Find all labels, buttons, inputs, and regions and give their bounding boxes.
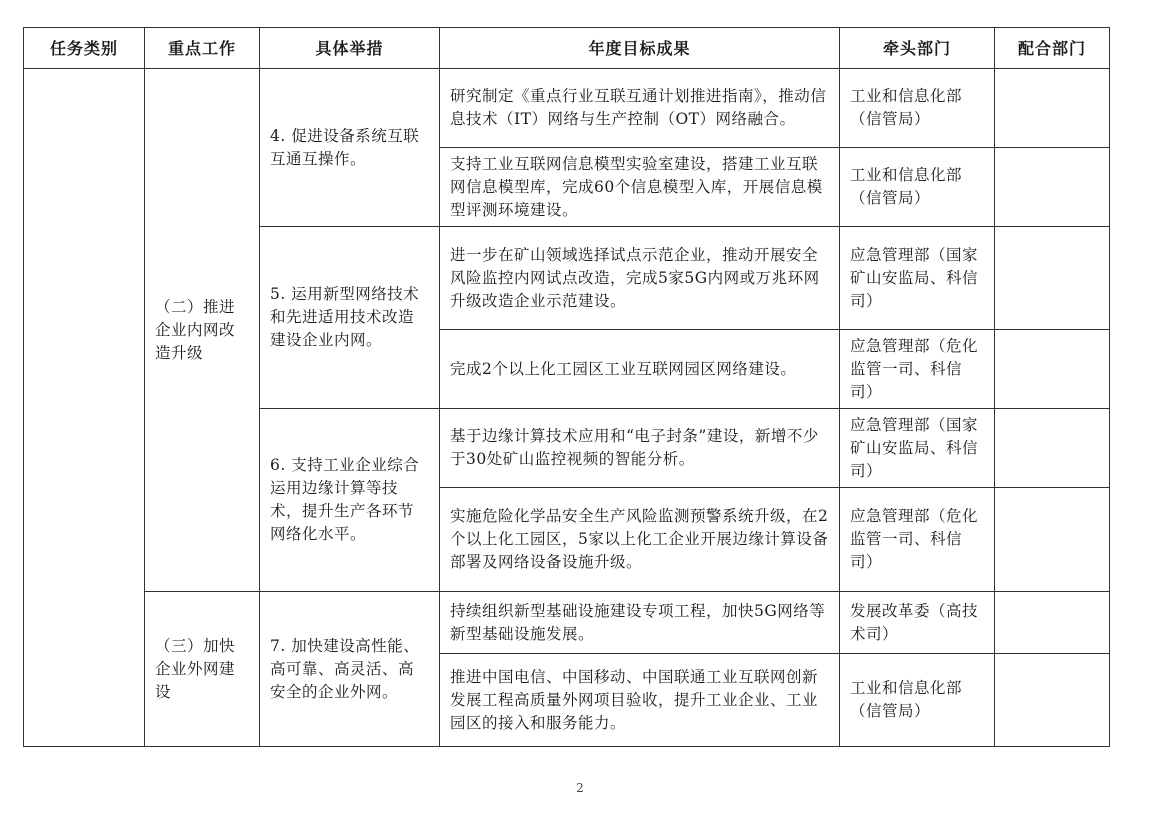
- task-category-cell: [24, 69, 145, 747]
- target-cell: 持续组织新型基础设施建设专项工程，加快5G网络等新型基础设施发展。: [440, 592, 840, 654]
- target-cell: 进一步在矿山领域选择试点示范企业，推动开展安全风险监控内网试点改造，完成5家5G内网或万兆环网升级改造企业示范建设。: [440, 227, 840, 330]
- lead-department-cell: 应急管理部（危化监管一司、科信司）: [840, 488, 995, 592]
- measure-cell: 6. 支持工业企业综合运用边缘计算等技术，提升生产各环节网络化水平。: [260, 409, 440, 592]
- header-lead-department: 牵头部门: [840, 28, 995, 69]
- table-row: [24, 592, 1110, 654]
- lead-department-cell: 应急管理部（危化监管一司、科信司）: [840, 330, 995, 409]
- coop-department-cell: [995, 488, 1110, 592]
- table-row: [24, 69, 1110, 148]
- coop-department-cell: [995, 330, 1110, 409]
- measure-cell: 7. 加快建设高性能、高可靠、高灵活、高安全的企业外网。: [260, 592, 440, 747]
- coop-department-cell: [995, 148, 1110, 227]
- measure-cell: 5. 运用新型网络技术和先进适用技术改造建设企业内网。: [260, 227, 440, 409]
- target-cell: 推进中国电信、中国移动、中国联通工业互联网创新发展工程高质量外网项目验收，提升工业企业、工业园区的接入和服务能力。: [440, 654, 840, 747]
- key-work-cell: （二）推进企业内网改造升级: [145, 69, 260, 592]
- lead-department-cell: 工业和信息化部（信管局）: [840, 148, 995, 227]
- target-cell: 基于边缘计算技术应用和“电子封条”建设，新增不少于30处矿山监控视频的智能分析。: [440, 409, 840, 488]
- coop-department-cell: [995, 69, 1110, 148]
- coop-department-cell: [995, 592, 1110, 654]
- lead-department-cell: 应急管理部（国家矿山安监局、科信司）: [840, 227, 995, 330]
- header-row: [24, 28, 1110, 69]
- lead-department-cell: 工业和信息化部（信管局）: [840, 654, 995, 747]
- coop-department-cell: [995, 409, 1110, 488]
- target-cell: 支持工业互联网信息模型实验室建设，搭建工业互联网信息模型库，完成60个信息模型入库，开展信息模型评测环境建设。: [440, 148, 840, 227]
- header-key-work: 重点工作: [145, 28, 260, 69]
- target-cell: 实施危险化学品安全生产风险监测预警系统升级，在2个以上化工园区，5家以上化工企业开展边缘计算设备部署及网络设备设施升级。: [440, 488, 840, 592]
- lead-department-cell: 应急管理部（国家矿山安监局、科信司）: [840, 409, 995, 488]
- coop-department-cell: [995, 227, 1110, 330]
- header-specific-measures: 具体举措: [260, 28, 440, 69]
- measure-cell: 4. 促进设备系统互联互通互操作。: [260, 69, 440, 227]
- page-number: 2: [576, 781, 584, 795]
- lead-department-cell: 发展改革委（高技术司）: [840, 592, 995, 654]
- target-cell: 完成2个以上化工园区工业互联网园区网络建设。: [440, 330, 840, 409]
- header-annual-target: 年度目标成果: [440, 28, 840, 69]
- header-task-category: 任务类别: [24, 28, 145, 69]
- header-cooperating-department: 配合部门: [995, 28, 1110, 69]
- lead-department-cell: 工业和信息化部（信管局）: [840, 69, 995, 148]
- task-table: [23, 27, 1110, 747]
- coop-department-cell: [995, 654, 1110, 747]
- target-cell: 研究制定《重点行业互联互通计划推进指南》，推动信息技术（IT）网络与生产控制（OT）网络融合。: [440, 69, 840, 148]
- key-work-cell: （三）加快企业外网建设: [145, 592, 260, 747]
